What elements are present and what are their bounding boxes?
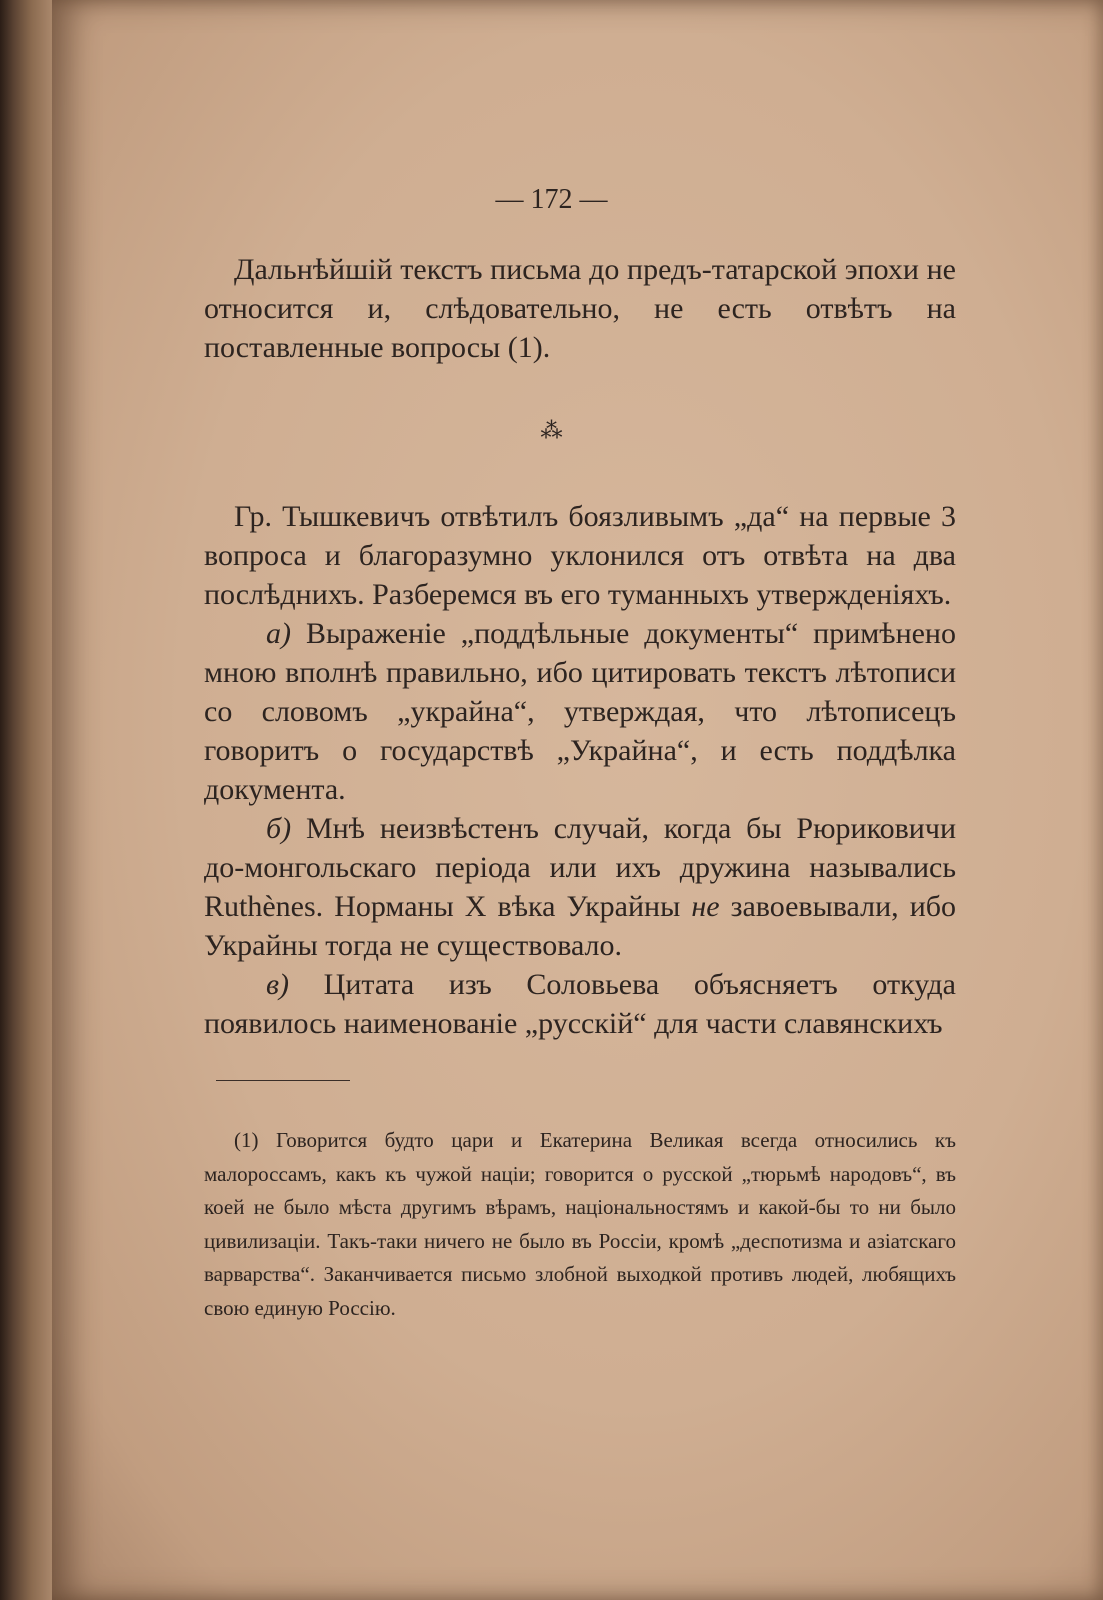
item-b-emphasis: не <box>691 890 720 923</box>
footnote: (1) Говорится будто цари и Екатерина Великая всегда относились къ малороссамъ, какъ къ чужой націи; говорится о русской „тюрьмѣ народовъ“, въ коей не было мѣста другимъ вѣрамъ, національностямъ и какой-бы то ни было цивилизаціи. Такъ-таки ничего не было въ Россіи, кромѣ „деспотизма и азіатскаго варварства“. Заканчивается письмо злобной выходкой противъ людей, любящихъ свою единую Россію. <box>204 1128 956 1320</box>
footnote-rule <box>216 1080 350 1081</box>
item-v-marker: в) <box>266 968 290 1001</box>
paragraph-intro: Дальнѣйшій текстъ письма до предъ-татарской эпохи не относится и, слѣдовательно, не есть отвѣтъ на поставленные вопросы (1). <box>204 253 956 364</box>
paragraph-reply: Гр. Тышкевичъ отвѣтилъ боязливымъ „да“ на первые 3 вопроса и благоразумно уклонился отъ отвѣта на два послѣднихъ. Разберемся въ его туманныхъ утвержденіяхъ. <box>204 500 956 611</box>
reply-section <box>204 497 956 1043</box>
item-a-marker: а) <box>266 617 291 650</box>
asterism-divider: ⁂ <box>540 419 563 444</box>
page-number: — 172 — <box>495 184 608 215</box>
item-v <box>204 965 956 1043</box>
item-b-text-after: завоевывали, ибо Украйны тогда не существовало. <box>204 890 957 962</box>
item-b <box>204 809 956 965</box>
item-b-marker: б) <box>266 812 292 845</box>
item-b-text-before: Мнѣ неизвѣстенъ случай, когда бы Рюриковичи до-монгольскаго періода или ихъ дружина назывались Ruthènes. Норманы X вѣка Украйны <box>204 812 956 923</box>
item-a <box>204 614 956 809</box>
item-v-text: Цитата изъ Соловьева объясняетъ откуда появилось наименованіе „русскій“ для части славянскихъ <box>204 968 956 1040</box>
item-a-text: Выраженіе „поддѣльные документы“ примѣнено мною вполнѣ правильно, ибо цитировать текстъ лѣтописи со словомъ „украйна“, утверждая, что лѣтописецъ говоритъ о государствѣ „Украйна“, и есть поддѣлка документа. <box>204 617 956 806</box>
